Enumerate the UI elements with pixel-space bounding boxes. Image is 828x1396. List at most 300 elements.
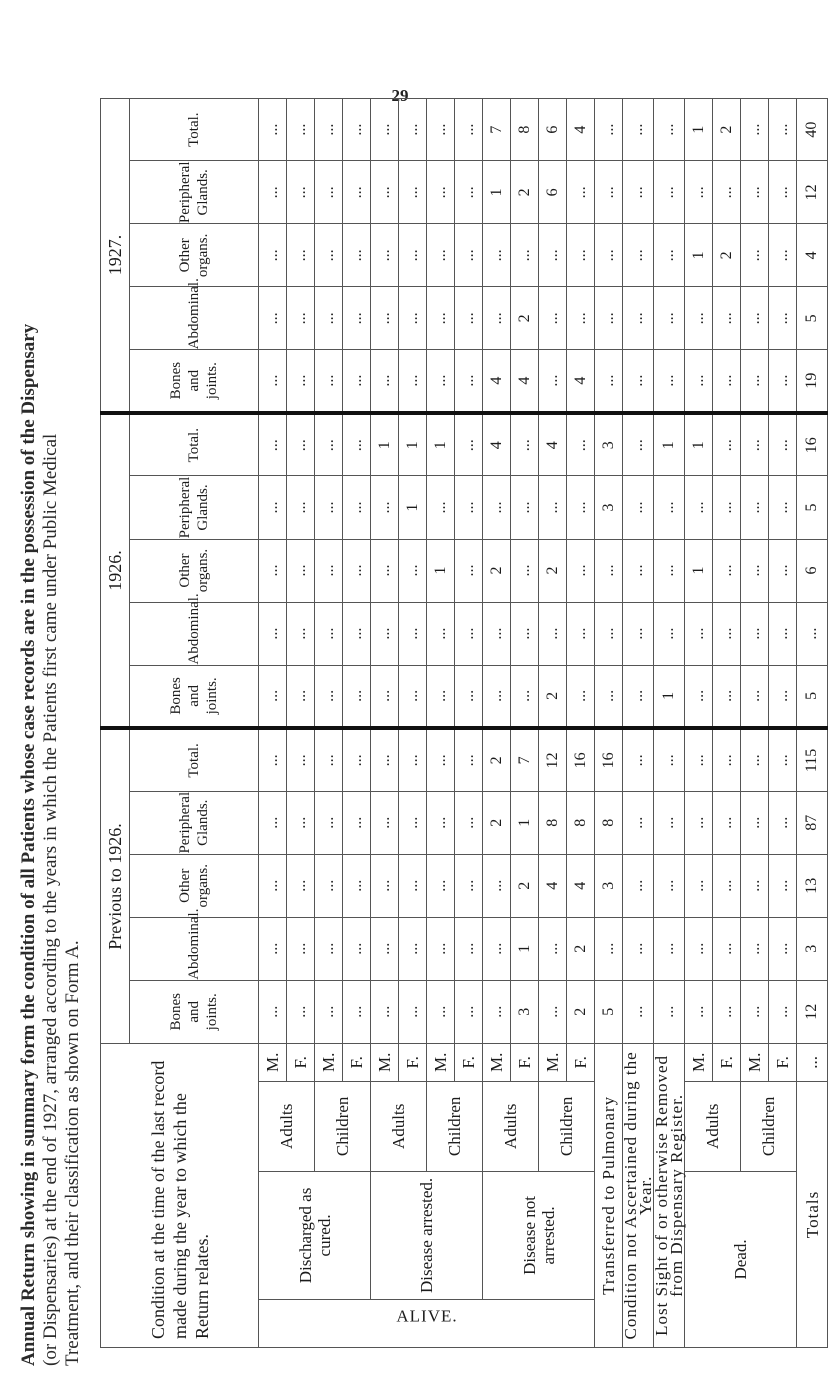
cell-previous-peripheral-glands: 1	[511, 791, 539, 854]
cell-previous-bones-joints: ...	[343, 980, 371, 1043]
col-other-organs: Other organs.	[130, 539, 259, 602]
cell-1927-total: 6	[539, 99, 567, 161]
cell-previous-bones-joints: 12	[797, 980, 828, 1043]
cell-1926-peripheral-glands: ...	[343, 476, 371, 539]
cell-1926-bones-joints: ...	[567, 665, 595, 728]
cell-previous-other-organs: ...	[685, 854, 713, 917]
cell-1926-abdominal: ...	[595, 602, 623, 665]
cell-previous-abdominal: ...	[315, 917, 343, 980]
cell-previous-abdominal: 2	[567, 917, 595, 980]
cell-1927-abdominal: 2	[511, 287, 539, 350]
cell-1926-abdominal: ...	[769, 602, 797, 665]
cell-previous-other-organs: ...	[741, 854, 769, 917]
cell-previous-abdominal: ...	[259, 917, 287, 980]
cell-1926-other-organs: ...	[399, 539, 427, 602]
cell-previous-peripheral-glands: 2	[483, 791, 511, 854]
cell-1927-bones-joints: ...	[287, 350, 315, 413]
cell-1927-other-organs: 1	[685, 224, 713, 287]
sex-m: M.	[539, 1043, 567, 1081]
heading-line-2: (or Dispensaries) at the end of 1927, arranged according to the years in which the Patients first came under Public Medical	[40, 433, 61, 1366]
corner-header: Condition at the time of the last record made during the year to which the Return relates.	[101, 1043, 259, 1347]
table-row	[654, 99, 685, 1348]
sex-f: F.	[713, 1043, 741, 1081]
cell-1927-abdominal: ...	[455, 287, 483, 350]
table-row	[685, 99, 713, 1348]
cell-previous-other-organs: ...	[713, 854, 741, 917]
cell-previous-peripheral-glands: 8	[539, 791, 567, 854]
col-abdominal: Abdominal.	[130, 287, 259, 350]
cell-previous-bones-joints: ...	[427, 980, 455, 1043]
cell-previous-total: ...	[741, 728, 769, 791]
cell-previous-peripheral-glands: ...	[769, 791, 797, 854]
sex-f: F.	[399, 1043, 427, 1081]
sex-m: M.	[427, 1043, 455, 1081]
cell-previous-peripheral-glands: ...	[371, 791, 399, 854]
cell-previous-abdominal: ...	[741, 917, 769, 980]
cell-1926-peripheral-glands: ...	[287, 476, 315, 539]
cell-1927-bones-joints: ...	[455, 350, 483, 413]
cell-1926-total: ...	[741, 413, 769, 476]
cell-1926-bones-joints: ...	[371, 665, 399, 728]
cell-1926-peripheral-glands: ...	[623, 476, 654, 539]
cell-1927-other-organs: ...	[483, 224, 511, 287]
sex-m: M.	[371, 1043, 399, 1081]
col-abdominal: Abdominal.	[130, 917, 259, 980]
cell-previous-abdominal: ...	[595, 917, 623, 980]
row-not-ascertained: Condition not Ascertained during the Year.	[623, 1043, 654, 1347]
cell-previous-peripheral-glands: ...	[315, 791, 343, 854]
cell-previous-total: ...	[654, 728, 685, 791]
cell-1926-peripheral-glands: ...	[315, 476, 343, 539]
cell-1926-peripheral-glands: ...	[654, 476, 685, 539]
cell-previous-total: ...	[315, 728, 343, 791]
cell-1926-other-organs: ...	[455, 539, 483, 602]
cell-previous-peripheral-glands: ...	[623, 791, 654, 854]
cell-previous-bones-joints: ...	[769, 980, 797, 1043]
cell-1926-total: 4	[539, 413, 567, 476]
cell-1926-other-organs: ...	[315, 539, 343, 602]
children-label: Children	[427, 1081, 483, 1171]
cell-1926-peripheral-glands: ...	[741, 476, 769, 539]
sex-m: M.	[259, 1043, 287, 1081]
page-heading	[18, 36, 84, 1366]
cell-previous-total: ...	[343, 728, 371, 791]
cell-previous-other-organs: 2	[511, 854, 539, 917]
cell-previous-abdominal: ...	[287, 917, 315, 980]
cell-1927-other-organs: ...	[623, 224, 654, 287]
cell-previous-total: ...	[685, 728, 713, 791]
cell-1926-other-organs: ...	[654, 539, 685, 602]
cell-1927-total: ...	[623, 99, 654, 161]
col-total: Total.	[130, 413, 259, 476]
cell-1926-other-organs: ...	[623, 539, 654, 602]
cell-1926-peripheral-glands: ...	[371, 476, 399, 539]
cell-1926-peripheral-glands: ...	[539, 476, 567, 539]
cell-1927-other-organs: ...	[455, 224, 483, 287]
sex-m: M.	[685, 1043, 713, 1081]
cell-previous-peripheral-glands: ...	[685, 791, 713, 854]
cell-1927-peripheral-glands: 2	[511, 161, 539, 224]
cell-previous-peripheral-glands: ...	[455, 791, 483, 854]
cell-1926-total: ...	[511, 413, 539, 476]
adults-label: Adults	[371, 1081, 427, 1171]
cell-previous-total: 16	[595, 728, 623, 791]
children-label: Children	[315, 1081, 371, 1171]
cell-1927-abdominal: ...	[483, 287, 511, 350]
return-table	[100, 98, 828, 1348]
cell-1926-other-organs: ...	[511, 539, 539, 602]
cell-1927-peripheral-glands: ...	[455, 161, 483, 224]
cell-previous-bones-joints: ...	[654, 980, 685, 1043]
cell-1926-peripheral-glands: ...	[713, 476, 741, 539]
cell-previous-other-organs: ...	[769, 854, 797, 917]
cell-1926-bones-joints: ...	[713, 665, 741, 728]
cell-1927-bones-joints: ...	[713, 350, 741, 413]
cell-previous-other-organs: 4	[567, 854, 595, 917]
col-peripheral-glands: Peripheral Glands.	[130, 791, 259, 854]
cell-1926-peripheral-glands: ...	[483, 476, 511, 539]
cell-1927-bones-joints: ...	[539, 350, 567, 413]
alive-label: ALIVE.	[259, 1299, 595, 1347]
cell-previous-bones-joints: ...	[623, 980, 654, 1043]
cell-previous-total: ...	[769, 728, 797, 791]
cell-previous-peripheral-glands: ...	[427, 791, 455, 854]
cell-1927-other-organs: ...	[595, 224, 623, 287]
cell-previous-bones-joints: 3	[511, 980, 539, 1043]
cell-previous-other-organs: 3	[595, 854, 623, 917]
cell-1927-peripheral-glands: 12	[797, 161, 828, 224]
cell-1927-peripheral-glands: ...	[654, 161, 685, 224]
cell-1927-abdominal: ...	[399, 287, 427, 350]
cell-1927-peripheral-glands: ...	[259, 161, 287, 224]
cell-1927-peripheral-glands: ...	[623, 161, 654, 224]
col-peripheral-glands: Peripheral Glands.	[130, 476, 259, 539]
cell-1926-total: 1	[427, 413, 455, 476]
cell-previous-other-organs: ...	[427, 854, 455, 917]
cell-1927-peripheral-glands: ...	[343, 161, 371, 224]
sex-f: F.	[455, 1043, 483, 1081]
cell-1927-bones-joints: ...	[315, 350, 343, 413]
cell-1926-peripheral-glands: ...	[567, 476, 595, 539]
sex-f: F.	[567, 1043, 595, 1081]
cell-1926-other-organs: ...	[343, 539, 371, 602]
cell-1927-total: 4	[567, 99, 595, 161]
cell-1926-abdominal: ...	[741, 602, 769, 665]
cell-1927-total: ...	[371, 99, 399, 161]
group-arrested: Disease arrested.	[371, 1171, 483, 1299]
totals-label: Totals	[797, 1081, 828, 1347]
cell-1926-total: 4	[483, 413, 511, 476]
col-bones-joints: Bones and joints.	[130, 350, 259, 413]
cell-previous-bones-joints: ...	[539, 980, 567, 1043]
cell-1927-total: 40	[797, 99, 828, 161]
cell-1927-bones-joints: 4	[567, 350, 595, 413]
cell-1927-peripheral-glands: 1	[483, 161, 511, 224]
cell-1926-other-organs: ...	[595, 539, 623, 602]
cell-previous-abdominal: ...	[371, 917, 399, 980]
cell-1926-bones-joints: ...	[427, 665, 455, 728]
cell-1927-total: ...	[399, 99, 427, 161]
cell-1927-abdominal: ...	[623, 287, 654, 350]
cell-1926-total: ...	[287, 413, 315, 476]
cell-1927-peripheral-glands: ...	[713, 161, 741, 224]
cell-1926-bones-joints: ...	[399, 665, 427, 728]
cell-1926-other-organs: ...	[287, 539, 315, 602]
row-transferred: Transferred to Pulmonary	[595, 1043, 623, 1347]
cell-previous-total: ...	[371, 728, 399, 791]
cell-1926-bones-joints: ...	[595, 665, 623, 728]
cell-previous-peripheral-glands: ...	[741, 791, 769, 854]
dead-label: Dead.	[685, 1171, 797, 1347]
cell-1926-total: ...	[713, 413, 741, 476]
cell-1927-abdominal: ...	[685, 287, 713, 350]
cell-1927-peripheral-glands: ...	[315, 161, 343, 224]
children-label: Children	[741, 1081, 797, 1171]
cell-1926-other-organs: ...	[567, 539, 595, 602]
cell-1926-bones-joints: ...	[741, 665, 769, 728]
cell-1926-bones-joints: ...	[315, 665, 343, 728]
cell-previous-peripheral-glands: ...	[399, 791, 427, 854]
cell-1926-abdominal: ...	[259, 602, 287, 665]
cell-1926-other-organs: 2	[539, 539, 567, 602]
cell-1926-abdominal: ...	[427, 602, 455, 665]
cell-1927-total: ...	[455, 99, 483, 161]
cell-1927-other-organs: ...	[427, 224, 455, 287]
cell-previous-peripheral-glands: 87	[797, 791, 828, 854]
table-row	[315, 99, 343, 1348]
table-row	[427, 99, 455, 1348]
cell-1927-abdominal: ...	[287, 287, 315, 350]
year-header-1927: 1927.	[101, 99, 130, 413]
cell-1926-other-organs: 1	[685, 539, 713, 602]
cell-previous-total: ...	[399, 728, 427, 791]
cell-previous-total: 12	[539, 728, 567, 791]
cell-1927-peripheral-glands: ...	[427, 161, 455, 224]
cell-previous-total: 16	[567, 728, 595, 791]
cell-1926-abdominal: ...	[623, 602, 654, 665]
cell-1927-other-organs: ...	[287, 224, 315, 287]
table-row	[595, 99, 623, 1348]
cell-1927-abdominal: ...	[713, 287, 741, 350]
cell-1927-other-organs: 4	[797, 224, 828, 287]
cell-1926-total: ...	[567, 413, 595, 476]
group-not-arrested: Disease not arrested.	[483, 1171, 595, 1299]
col-bones-joints: Bones and joints.	[130, 980, 259, 1043]
cell-1926-total: ...	[315, 413, 343, 476]
col-bones-joints: Bones and joints.	[130, 665, 259, 728]
adults-label: Adults	[685, 1081, 741, 1171]
cell-previous-peripheral-glands: 8	[567, 791, 595, 854]
table-row	[623, 99, 654, 1348]
cell-1927-total: 7	[483, 99, 511, 161]
cell-1927-abdominal: ...	[539, 287, 567, 350]
cell-previous-total: ...	[259, 728, 287, 791]
cell-previous-abdominal: ...	[343, 917, 371, 980]
totals-dots: ...	[797, 1043, 828, 1081]
cell-1927-abdominal: ...	[769, 287, 797, 350]
cell-1926-abdominal: ...	[455, 602, 483, 665]
cell-previous-bones-joints: 2	[567, 980, 595, 1043]
cell-1927-peripheral-glands: ...	[287, 161, 315, 224]
col-abdominal: Abdominal.	[130, 602, 259, 665]
cell-previous-abdominal: 1	[511, 917, 539, 980]
cell-1927-other-organs: ...	[399, 224, 427, 287]
cell-1926-bones-joints: 1	[654, 665, 685, 728]
cell-1927-bones-joints: 19	[797, 350, 828, 413]
cell-previous-other-organs: ...	[315, 854, 343, 917]
page-number: 29	[391, 86, 409, 105]
cell-1927-total: ...	[741, 99, 769, 161]
cell-1926-abdominal: ...	[567, 602, 595, 665]
cell-1926-total: ...	[623, 413, 654, 476]
table-row	[483, 99, 511, 1348]
cell-previous-abdominal: ...	[399, 917, 427, 980]
cell-1927-total: ...	[595, 99, 623, 161]
adults-label: Adults	[483, 1081, 539, 1171]
cell-1926-abdominal: ...	[371, 602, 399, 665]
cell-1927-bones-joints: ...	[741, 350, 769, 413]
cell-1927-total: 8	[511, 99, 539, 161]
cell-1927-other-organs: ...	[315, 224, 343, 287]
cell-1926-abdominal: ...	[399, 602, 427, 665]
table-row	[371, 99, 399, 1348]
cell-1926-total: ...	[455, 413, 483, 476]
cell-previous-bones-joints: ...	[399, 980, 427, 1043]
cell-1927-peripheral-glands: ...	[371, 161, 399, 224]
cell-previous-other-organs: ...	[371, 854, 399, 917]
cell-1926-peripheral-glands: ...	[259, 476, 287, 539]
cell-previous-bones-joints: ...	[685, 980, 713, 1043]
cell-1927-bones-joints: ...	[595, 350, 623, 413]
col-total: Total.	[130, 99, 259, 161]
cell-1927-bones-joints: ...	[259, 350, 287, 413]
cell-1926-peripheral-glands: ...	[769, 476, 797, 539]
sex-f: F.	[769, 1043, 797, 1081]
cell-1926-bones-joints: ...	[685, 665, 713, 728]
cell-previous-bones-joints: ...	[455, 980, 483, 1043]
cell-1926-abdominal: ...	[287, 602, 315, 665]
cell-previous-other-organs: ...	[287, 854, 315, 917]
cell-1927-bones-joints: ...	[343, 350, 371, 413]
table-row-totals	[797, 99, 828, 1348]
heading-line-3: Treatment, and their classification as shown on Form A.	[62, 940, 83, 1366]
cell-1927-abdominal: ...	[654, 287, 685, 350]
row-lost-sight: Lost Sight of or otherwise Removed from Dispensary Register.	[654, 1043, 685, 1347]
table-row	[259, 99, 287, 1348]
cell-1926-abdominal: ...	[315, 602, 343, 665]
cell-previous-total: ...	[427, 728, 455, 791]
cell-1926-bones-joints: ...	[259, 665, 287, 728]
cell-1926-bones-joints: ...	[343, 665, 371, 728]
cell-previous-peripheral-glands: ...	[654, 791, 685, 854]
cell-previous-abdominal: ...	[685, 917, 713, 980]
cell-previous-abdominal: ...	[539, 917, 567, 980]
cell-1927-bones-joints: ...	[427, 350, 455, 413]
cell-1927-other-organs: ...	[259, 224, 287, 287]
cell-1926-peripheral-glands: 5	[797, 476, 828, 539]
cell-1927-other-organs: ...	[343, 224, 371, 287]
cell-1927-peripheral-glands: ...	[399, 161, 427, 224]
cell-1926-other-organs: ...	[741, 539, 769, 602]
cell-1927-total: ...	[427, 99, 455, 161]
cell-previous-other-organs: 13	[797, 854, 828, 917]
cell-1927-bones-joints: ...	[654, 350, 685, 413]
cell-previous-bones-joints: ...	[713, 980, 741, 1043]
cell-1926-total: 1	[371, 413, 399, 476]
cell-previous-bones-joints: ...	[371, 980, 399, 1043]
cell-1927-abdominal: ...	[371, 287, 399, 350]
sex-f: F.	[287, 1043, 315, 1081]
cell-1926-peripheral-glands: ...	[455, 476, 483, 539]
cell-1926-other-organs: ...	[713, 539, 741, 602]
cell-1926-other-organs: ...	[259, 539, 287, 602]
cell-previous-bones-joints: 5	[595, 980, 623, 1043]
cell-1927-bones-joints: ...	[623, 350, 654, 413]
cell-1926-abdominal: ...	[685, 602, 713, 665]
sex-f: F.	[511, 1043, 539, 1081]
cell-previous-bones-joints: ...	[259, 980, 287, 1043]
cell-1927-other-organs: ...	[654, 224, 685, 287]
cell-1927-abdominal: ...	[427, 287, 455, 350]
cell-1927-abdominal: ...	[315, 287, 343, 350]
cell-1927-peripheral-glands: ...	[769, 161, 797, 224]
cell-1927-peripheral-glands: ...	[741, 161, 769, 224]
cell-1926-peripheral-glands: 1	[399, 476, 427, 539]
cell-1926-peripheral-glands: ...	[427, 476, 455, 539]
cell-1927-total: ...	[343, 99, 371, 161]
cell-1926-other-organs: ...	[371, 539, 399, 602]
cell-1926-bones-joints: ...	[483, 665, 511, 728]
cell-1927-abdominal: ...	[741, 287, 769, 350]
cell-1927-abdominal: 5	[797, 287, 828, 350]
cell-previous-abdominal: ...	[713, 917, 741, 980]
cell-previous-abdominal: ...	[455, 917, 483, 980]
cell-1926-total: ...	[769, 413, 797, 476]
cell-previous-bones-joints: ...	[483, 980, 511, 1043]
cell-1926-abdominal: ...	[713, 602, 741, 665]
sex-f: F.	[343, 1043, 371, 1081]
cell-1927-total: ...	[654, 99, 685, 161]
cell-1927-total: 2	[713, 99, 741, 161]
cell-previous-peripheral-glands: ...	[259, 791, 287, 854]
cell-1927-other-organs: ...	[539, 224, 567, 287]
cell-1927-abdominal: ...	[343, 287, 371, 350]
cell-1927-peripheral-glands: ...	[567, 161, 595, 224]
cell-1927-peripheral-glands: 6	[539, 161, 567, 224]
cell-previous-bones-joints: ...	[315, 980, 343, 1043]
cell-1927-other-organs: ...	[371, 224, 399, 287]
cell-1927-bones-joints: ...	[685, 350, 713, 413]
cell-1926-abdominal: ...	[511, 602, 539, 665]
cell-previous-abdominal: ...	[623, 917, 654, 980]
cell-1926-abdominal: ...	[654, 602, 685, 665]
cell-1927-peripheral-glands: ...	[595, 161, 623, 224]
cell-1927-bones-joints: ...	[399, 350, 427, 413]
sex-m: M.	[315, 1043, 343, 1081]
cell-1927-other-organs: ...	[769, 224, 797, 287]
table-row	[741, 99, 769, 1348]
cell-previous-other-organs: ...	[623, 854, 654, 917]
cell-1926-bones-joints: ...	[623, 665, 654, 728]
cell-previous-abdominal: ...	[769, 917, 797, 980]
cell-1926-abdominal: ...	[343, 602, 371, 665]
children-label: Children	[539, 1081, 595, 1171]
col-other-organs: Other organs.	[130, 854, 259, 917]
cell-1927-abdominal: ...	[259, 287, 287, 350]
cell-previous-peripheral-glands: ...	[713, 791, 741, 854]
cell-1926-total: 1	[399, 413, 427, 476]
cell-1926-bones-joints: 5	[797, 665, 828, 728]
